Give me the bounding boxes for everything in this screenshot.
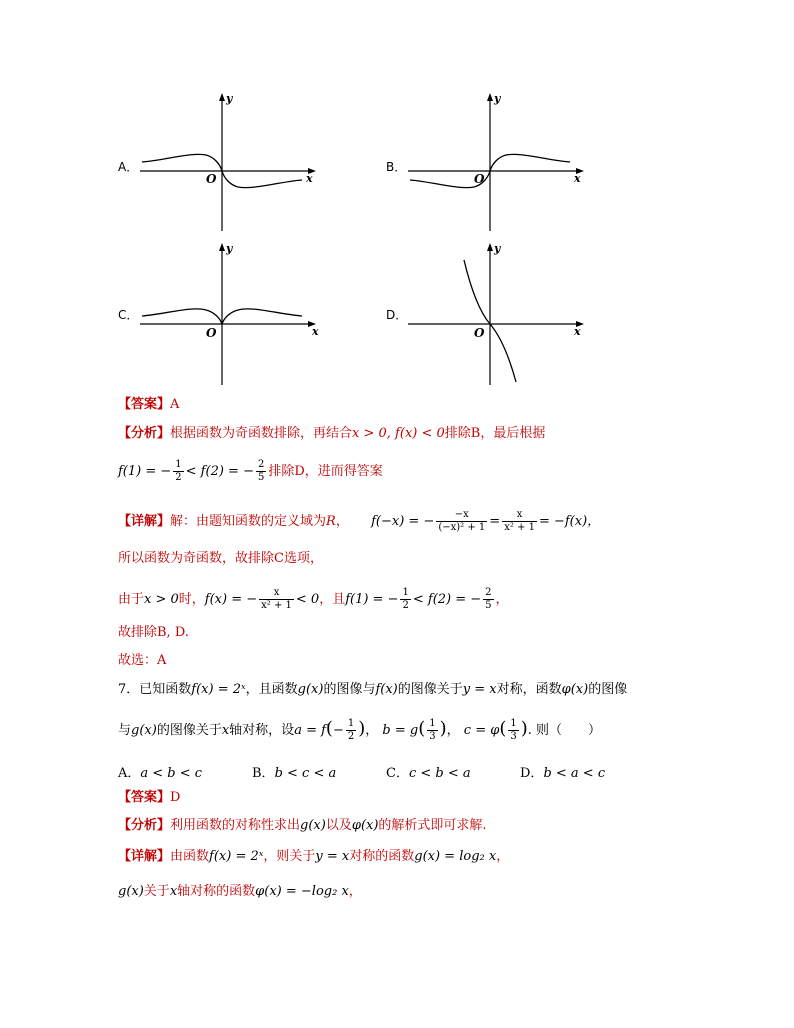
detail-line-q7: 【详解】由函数f(x) = 2ˣ，则关于y = x对称的函数g(x) = log₂ x， xyxy=(118,849,510,864)
graph-d xyxy=(404,240,594,386)
detail-line: 【详解】解：由题知函数的定义域为R， f(−x) = − $\frac{-x}{\text{(−x)² + 1}}$ = $\frac{x}{\text{x² + 1}}$ = −f(x)， xyxy=(118,509,601,533)
option-d-label: D． xyxy=(386,308,408,322)
analysis-line: 【分析】根据函数为奇函数排除，再结合x > 0, f(x) < 0排除B，最后根据 xyxy=(118,426,546,441)
option-a[interactable]: A．a < b < c xyxy=(118,766,203,781)
origin-label: O xyxy=(206,172,217,186)
graph-c xyxy=(136,240,326,386)
answer-line-2: 【答案】D xyxy=(118,790,181,805)
option-b[interactable]: B．b < c < a xyxy=(252,766,337,781)
y-axis-label: y xyxy=(494,242,501,255)
question-7-line-2: 与g(x)的图像关于x轴对称，设a = f(− $\frac{1}{2}$ )， b = g( $\frac{1}{3}$ )， c = φ( $\frac{1}{3}$ ). 则（ ） xyxy=(118,718,602,742)
x-axis-label: x xyxy=(312,325,319,338)
y-axis-label: y xyxy=(494,92,501,105)
detail-line-4: 故排除B, D. xyxy=(118,625,189,640)
origin-label: O xyxy=(206,326,217,340)
x-axis-label: x xyxy=(574,325,581,338)
x-axis-label: x xyxy=(574,172,581,185)
option-d[interactable]: D．b < a < c xyxy=(520,766,606,781)
detail-line-5: 故选：A xyxy=(118,653,167,668)
option-b-label: B． xyxy=(386,160,407,174)
analysis-line-2: f(1) = − $\frac{1}{2}$ < f(2) = − $\frac{2}{5}$ 排除D，进而得答案 xyxy=(118,459,383,483)
detail-line-2: 所以函数为奇函数，故排除C选项， xyxy=(118,551,323,566)
question-7-line-1: 7．已知函数f(x) = 2ˣ，且函数g(x)的图像与f(x)的图像关于y = x对称，函数φ(x)的图像 xyxy=(118,682,628,697)
detail-line-q7-2: g(x)关于x轴对称的函数φ(x) = −log₂ x， xyxy=(118,884,362,899)
answer-line: 【答案】A xyxy=(118,397,180,412)
x-axis-label: x xyxy=(306,172,313,185)
option-a-label: A． xyxy=(118,160,139,174)
origin-label: O xyxy=(474,326,485,340)
detail-line-3: 由于x > 0时，f(x) = − $\frac{x}{\text{x² + 1}}$ < 0，且f(1) = − $\frac{1}{2}$ < f(2) = − $\frac{2}{5}$ ， xyxy=(118,587,509,611)
y-axis-label: y xyxy=(226,92,233,105)
graph-a xyxy=(136,90,326,232)
y-axis-label: y xyxy=(226,242,233,255)
graph-b xyxy=(404,90,594,232)
option-c-label: C． xyxy=(118,308,139,322)
option-c[interactable]: C．c < b < a xyxy=(386,766,471,781)
origin-label: O xyxy=(474,172,485,186)
analysis-line-q7: 【分析】利用函数的对称性求出g(x)以及φ(x)的解析式即可求解. xyxy=(118,818,487,833)
